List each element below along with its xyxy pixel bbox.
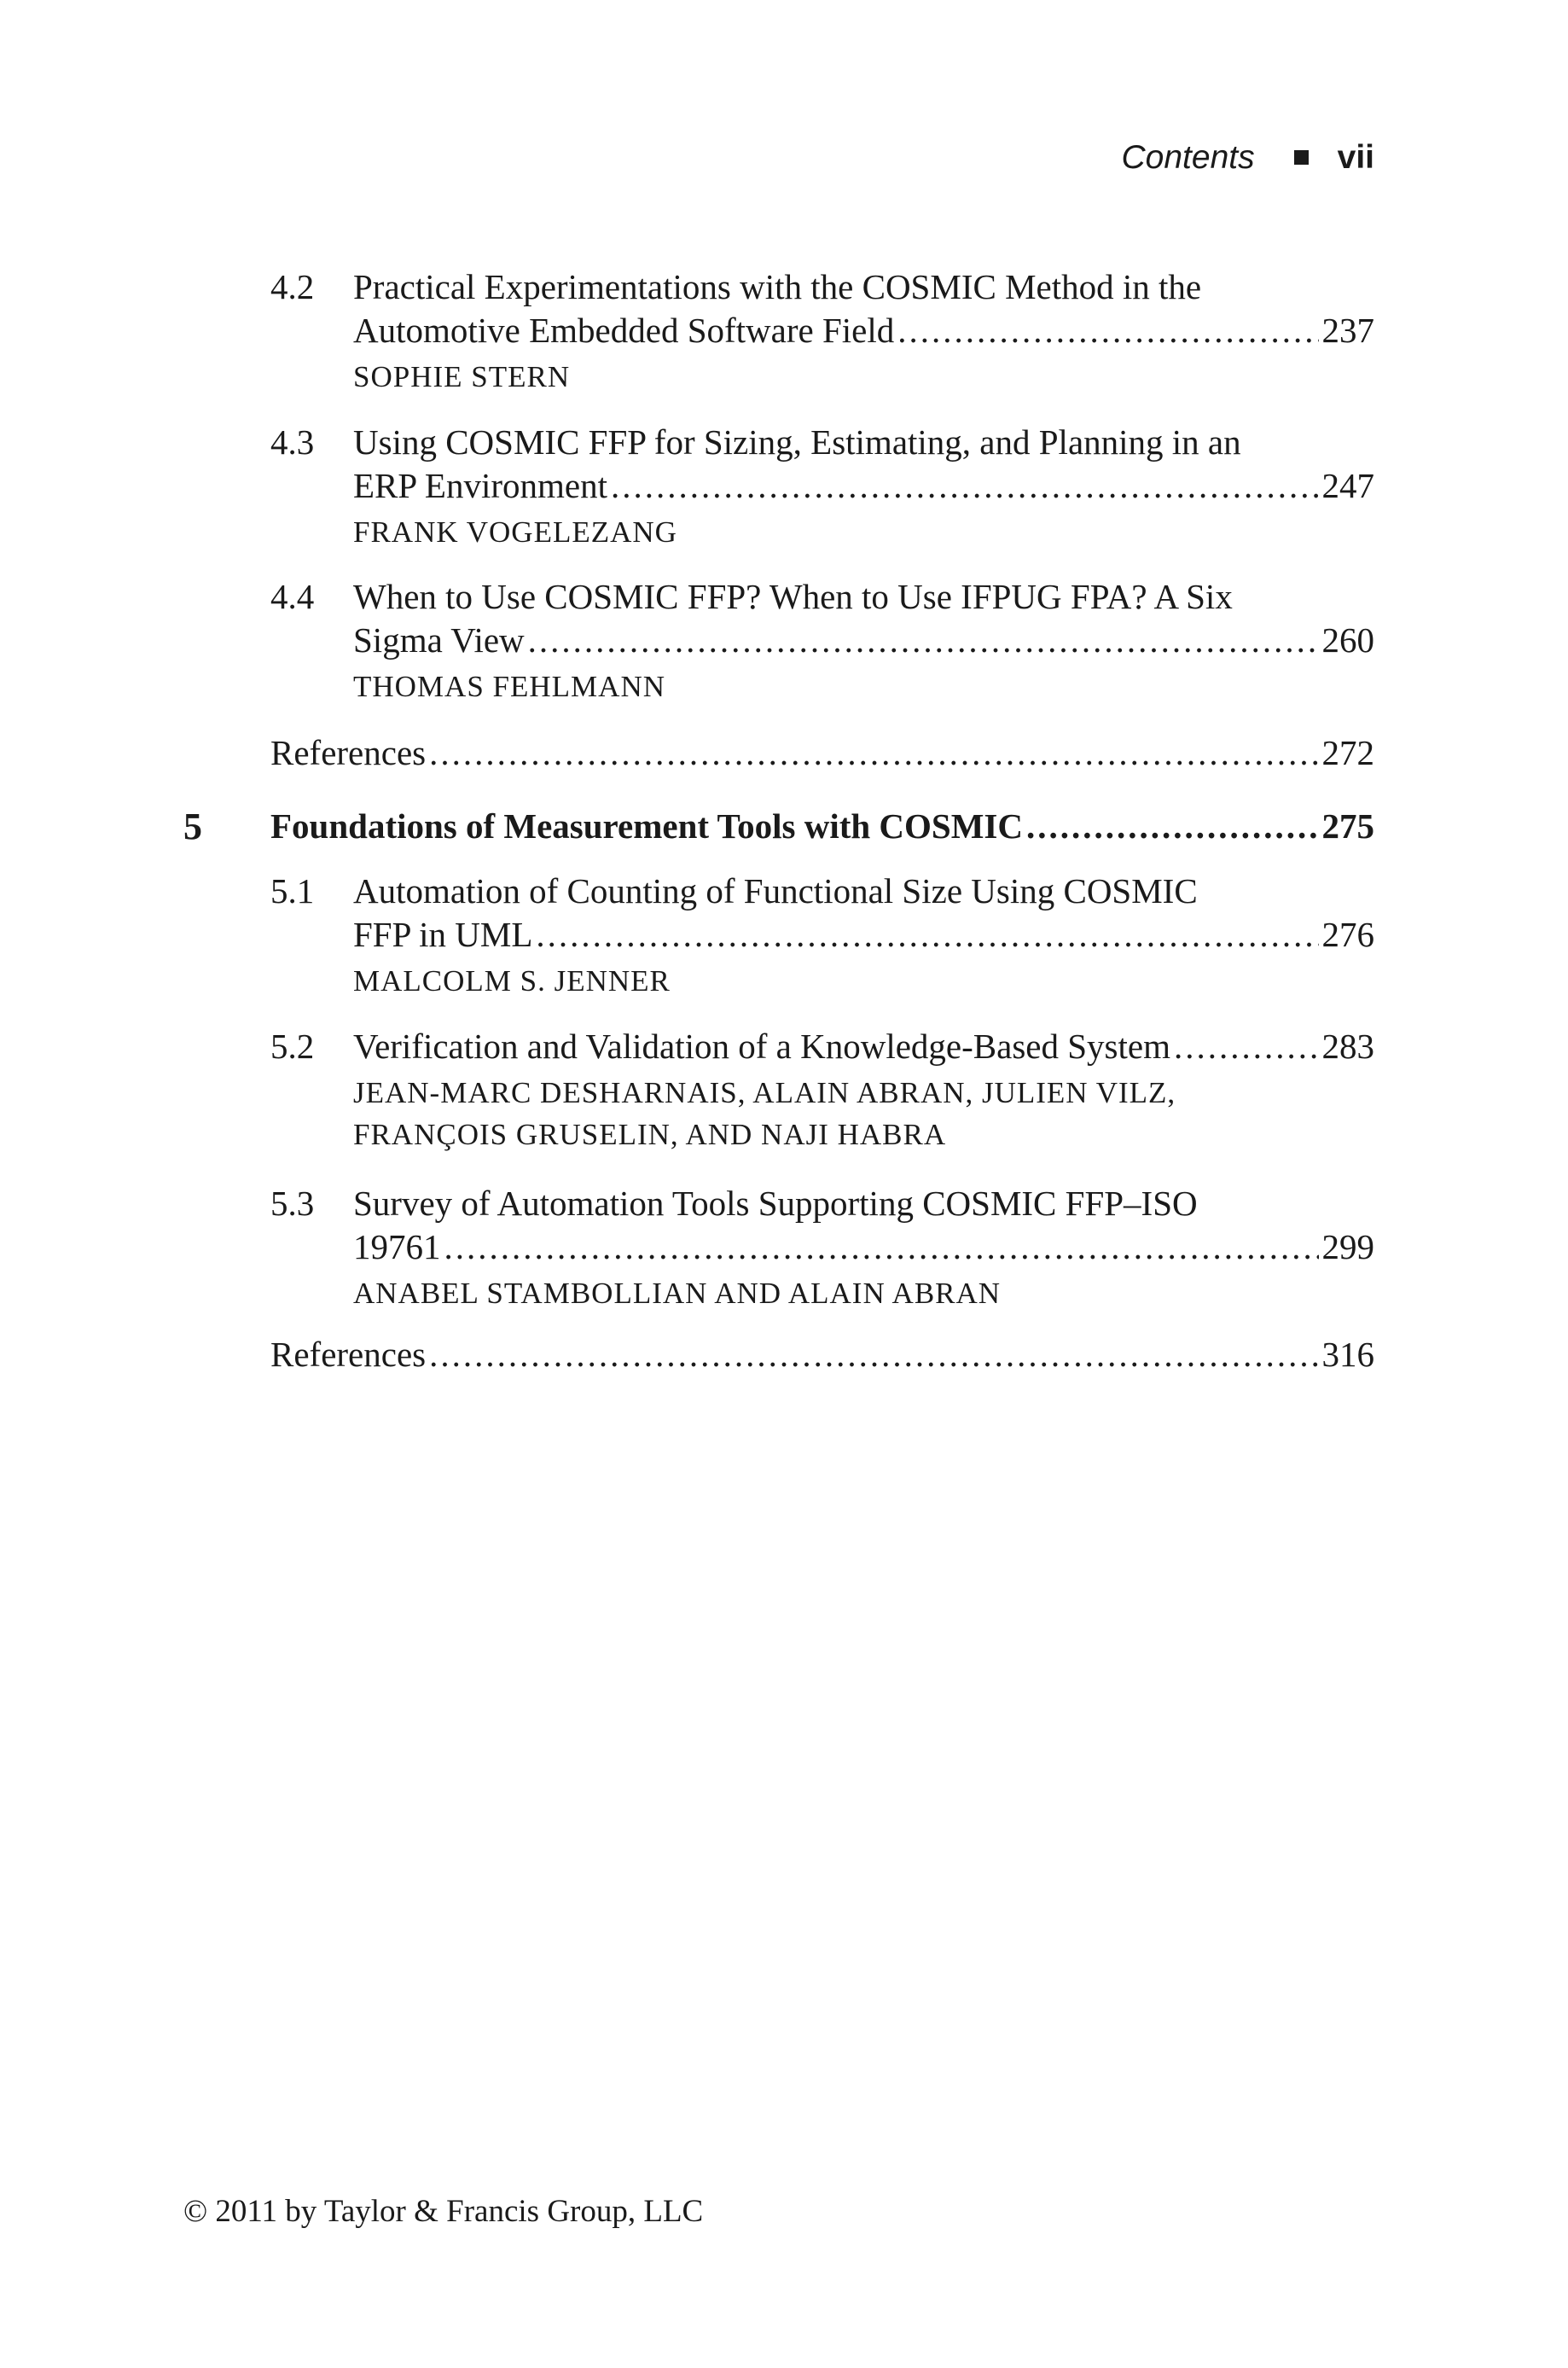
toc-entry-authors: ANABEL STAMBOLLIAN AND ALAIN ABRAN — [353, 1277, 1002, 1310]
toc-entry-title-line1: Automation of Counting of Functional Size Using COSMIC — [353, 871, 1198, 911]
chapter-title: Foundations of Measurement Tools with COSMIC — [270, 806, 1023, 846]
toc-entry-5-2[interactable] — [270, 1025, 1374, 1155]
toc-entry-authors: MALCOLM S. JENNER — [353, 964, 671, 998]
toc-references-label: References — [270, 1335, 427, 1374]
toc-entry-title-line2: FFP in UML — [353, 915, 533, 954]
dot-leader — [611, 464, 1319, 508]
toc-entry-title-line1: When to Use COSMIC FFP? When to Use IFPUG FPA? A Six — [353, 577, 1233, 616]
toc-entry-title-line1: Using COSMIC FFP for Sizing, Estimating, and Planning in an — [353, 422, 1241, 462]
toc-entry-authors: THOMAS FEHLMANN — [353, 670, 665, 703]
toc-page-number: 275 — [1321, 806, 1374, 846]
toc-entry-title-line2: Automotive Embedded Software Field — [353, 311, 895, 350]
toc-entry-references[interactable] — [270, 1333, 1374, 1376]
running-head-title: Contents — [1121, 139, 1255, 176]
toc-entry-title-line2: 19761 — [353, 1227, 441, 1266]
dot-leader — [897, 309, 1318, 352]
toc-entry-title-line1: Practical Experimentations with the COSMIC Method in the — [353, 267, 1202, 306]
toc-page-number: 283 — [1321, 1027, 1374, 1066]
copyright-notice: © 2011 by Taylor & Francis Group, LLC — [183, 2194, 704, 2229]
toc-entry-title-line1: Survey of Automation Tools Supporting COSMIC FFP–ISO — [353, 1184, 1198, 1223]
toc-page-number: 316 — [1321, 1335, 1374, 1374]
toc-entry-5-1[interactable] — [270, 870, 1374, 1002]
toc-entry-4-2[interactable] — [270, 265, 1374, 398]
toc-entry-number: 4.4 — [270, 577, 315, 616]
toc-page-number: 260 — [1321, 620, 1374, 660]
toc-entry-authors-cont: FRANÇOIS GRUSELIN, AND NAJI HABRA — [353, 1118, 947, 1151]
toc-entry-5-3[interactable] — [270, 1182, 1374, 1314]
dot-leader — [429, 1333, 1318, 1376]
toc-entry-authors: FRANK VOGELEZANG — [353, 515, 677, 549]
toc-page-number: 272 — [1321, 733, 1374, 772]
toc-entry-title-line1: Verification and Validation of a Knowledge-Based System — [353, 1027, 1170, 1066]
chapter-number: 5 — [183, 806, 202, 847]
toc-entry-number: 4.3 — [270, 422, 315, 462]
dot-leader — [429, 731, 1318, 775]
toc-page-number: 237 — [1321, 311, 1374, 350]
toc-entry-4-4[interactable] — [270, 575, 1374, 707]
toc-entry-authors: JEAN-MARC DESHARNAIS, ALAIN ABRAN, JULIEN VILZ, — [353, 1076, 1176, 1109]
dot-leader — [528, 619, 1319, 662]
toc-chapter-5[interactable] — [183, 805, 1374, 848]
toc-page-number: 247 — [1321, 466, 1374, 505]
dot-leader — [1026, 805, 1319, 848]
dot-leader — [536, 913, 1318, 957]
toc-entry-authors: SOPHIE STERN — [353, 360, 571, 393]
running-head — [1122, 139, 1374, 177]
toc-entry-number: 5.3 — [270, 1184, 315, 1223]
toc-entry-title-line2: Sigma View — [353, 620, 525, 660]
toc-page-number: 299 — [1321, 1227, 1374, 1266]
dot-leader — [444, 1225, 1319, 1269]
toc-references-label: References — [270, 733, 427, 772]
toc-page-number: 276 — [1321, 915, 1374, 954]
dot-leader — [1174, 1025, 1319, 1068]
toc-entry-number: 5.1 — [270, 871, 315, 911]
toc-entry-4-3[interactable] — [270, 421, 1374, 553]
toc-entry-title-line2: ERP Environment — [353, 466, 607, 505]
page-number: vii — [1337, 139, 1374, 176]
square-bullet-icon — [1294, 150, 1309, 165]
toc-entry-number: 5.2 — [270, 1027, 315, 1066]
toc-entry-number: 4.2 — [270, 267, 315, 306]
toc-entry-references[interactable] — [270, 731, 1374, 775]
